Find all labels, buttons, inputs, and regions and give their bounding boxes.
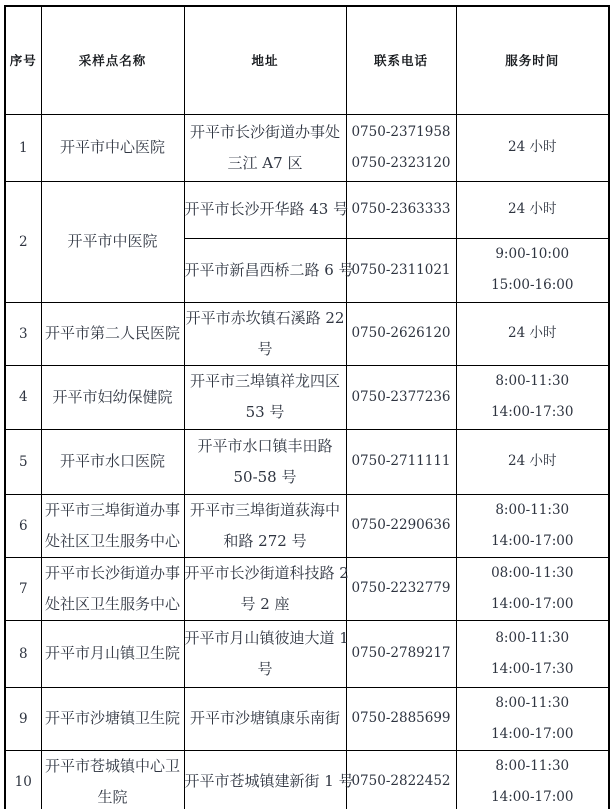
hours-line: 14:00-17:00	[491, 532, 574, 549]
address-line: 号	[257, 339, 273, 358]
address-line: 开平市三埠镇祥龙四区	[189, 372, 340, 390]
hours-line: 08:00-11:30	[491, 564, 574, 581]
cell-hours	[456, 494, 609, 557]
cell-address	[184, 114, 346, 181]
hours-line: 9:00-10:00	[495, 246, 570, 262]
hours-line: 8:00-11:30	[495, 757, 570, 774]
cell-address	[184, 494, 346, 557]
table-row	[5, 302, 609, 365]
cell-phone	[346, 687, 456, 750]
cell-address	[184, 750, 354, 809]
name-line: 开平市月山镇卫生院	[44, 644, 180, 662]
hours-line: 14:00-17:00	[491, 595, 574, 612]
address-line: 开平市长沙开华路 43 号	[184, 200, 349, 218]
table-row	[5, 750, 609, 809]
cell-hours	[456, 114, 609, 181]
cell-index: 6	[5, 494, 41, 557]
cell-name	[41, 114, 184, 181]
hours-line: 8:00-11:30	[495, 501, 570, 518]
address-line: 53 号	[245, 403, 285, 421]
table-row	[5, 181, 609, 238]
phone-line: 0750-2377236	[351, 388, 451, 405]
header-row	[5, 6, 609, 114]
hours-line: 8:00-11:30	[495, 373, 570, 389]
name-line: 开平市苍城镇中心卫	[44, 756, 180, 775]
address-line: 开平市长沙街道办事处	[189, 122, 340, 141]
cell-address	[184, 687, 346, 750]
cell-index: 9	[5, 687, 41, 750]
hours-line: 24 小时	[508, 139, 557, 155]
cell-hours	[456, 365, 609, 429]
hours-line: 24 小时	[508, 453, 557, 469]
hours-line: 15:00-16:00	[491, 277, 574, 293]
cell-address	[184, 181, 349, 238]
cell-hours	[456, 302, 609, 365]
hours-line: 8:00-11:30	[495, 629, 570, 646]
cell-hours	[456, 620, 609, 687]
table-row	[5, 365, 609, 429]
cell-hours	[456, 181, 609, 238]
name-line: 开平市三埠街道办事	[44, 500, 180, 519]
cell-name	[41, 365, 184, 429]
hours-line: 14:00-17:30	[491, 404, 574, 420]
cell-hours	[456, 750, 609, 809]
cell-name	[41, 494, 184, 557]
phone-line: 0750-2323120	[351, 154, 451, 171]
cell-hours	[456, 238, 609, 302]
address-line: 开平市赤坎镇石溪路 22	[185, 308, 345, 327]
cell-phone	[346, 429, 456, 494]
name-line: 开平市中医院	[67, 232, 158, 250]
header-index: 序号	[5, 6, 41, 114]
address-line: 开平市沙塘镇康乐南街	[189, 709, 340, 727]
phone-line: 0750-2822452	[351, 773, 451, 789]
phone-line: 0750-2290636	[351, 517, 451, 533]
phone-line: 0750-2371958	[351, 123, 451, 140]
header-name: 采样点名称	[41, 6, 184, 114]
cell-index: 8	[5, 620, 41, 687]
header-hours: 服务时间	[456, 6, 609, 114]
name-line: 处社区卫生服务中心	[44, 594, 180, 613]
name-line: 开平市长沙街道办事	[44, 563, 180, 582]
cell-address	[184, 557, 349, 620]
cell-phone	[346, 494, 456, 557]
address-line: 和路 272 号	[223, 531, 307, 550]
cell-address	[184, 238, 354, 302]
cell-address	[184, 429, 346, 494]
cell-address	[184, 302, 346, 365]
hours-line: 24 小时	[508, 201, 557, 217]
cell-index: 2	[5, 181, 41, 302]
hours-line: 8:00-11:30	[495, 694, 570, 711]
header-phone: 联系电话	[346, 6, 456, 114]
name-line: 开平市水口医院	[59, 452, 165, 470]
hours-line: 14:00-17:00	[491, 788, 574, 805]
phone-line: 0750-2311021	[351, 261, 451, 278]
name-line: 开平市中心医院	[59, 138, 165, 156]
cell-name	[41, 750, 184, 809]
table-row	[5, 114, 609, 181]
cell-index: 4	[5, 365, 41, 429]
cell-name	[41, 302, 184, 365]
cell-phone	[346, 557, 456, 620]
table-row	[5, 557, 609, 620]
address-line: 开平市水口镇丰田路	[197, 436, 333, 455]
cell-phone	[346, 620, 456, 687]
phone-line: 0750-2363333	[351, 201, 451, 217]
name-line: 开平市妇幼保健院	[52, 387, 173, 406]
address-line: 开平市三埠街道荻海中	[189, 500, 340, 519]
cell-index: 7	[5, 557, 41, 620]
address-line: 开平市月山镇彼迪大道 1	[184, 628, 349, 647]
cell-name	[41, 557, 184, 620]
cell-phone	[346, 114, 456, 181]
cell-phone	[346, 181, 456, 238]
cell-index: 1	[5, 114, 41, 181]
cell-hours	[456, 687, 609, 750]
cell-hours	[456, 429, 609, 494]
hours-line: 14:00-17:00	[491, 725, 574, 742]
name-line: 处社区卫生服务中心	[44, 531, 180, 550]
table-row	[5, 494, 609, 557]
phone-line: 0750-2789217	[351, 645, 451, 661]
cell-name	[41, 181, 184, 302]
name-line: 开平市沙塘镇卫生院	[44, 709, 180, 727]
cell-phone	[346, 302, 456, 365]
cell-address	[184, 620, 349, 687]
cell-name	[41, 687, 184, 750]
sampling-points-table	[4, 5, 610, 809]
address-line: 号	[257, 659, 273, 678]
cell-name	[41, 620, 184, 687]
cell-index: 10	[5, 750, 41, 809]
phone-line: 0750-2232779	[351, 580, 451, 596]
name-line: 生院	[97, 787, 128, 806]
address-line: 50-58 号	[233, 467, 297, 486]
cell-hours	[456, 557, 609, 620]
hours-line: 14:00-17:30	[491, 660, 574, 677]
name-line: 开平市第二人民医院	[44, 324, 180, 342]
table-row	[5, 429, 609, 494]
cell-address	[184, 365, 346, 429]
cell-index: 5	[5, 429, 41, 494]
cell-phone	[346, 365, 456, 429]
cell-phone	[346, 750, 456, 809]
table-row	[5, 687, 609, 750]
address-line: 开平市长沙街道科技路 2	[184, 563, 349, 582]
address-line: 开平市苍城镇建新街 1 号	[184, 772, 354, 790]
cell-index: 3	[5, 302, 41, 365]
cell-phone	[346, 238, 456, 302]
address-line: 开平市新昌西桥二路 6 号	[184, 260, 354, 279]
phone-line: 0750-2626120	[351, 325, 451, 341]
hours-line: 24 小时	[508, 325, 557, 341]
table-row	[5, 620, 609, 687]
phone-line: 0750-2711111	[351, 453, 451, 469]
cell-name	[41, 429, 184, 494]
address-line: 三江 A7 区	[227, 153, 303, 172]
address-line: 号 2 座	[240, 594, 290, 613]
phone-line: 0750-2885699	[351, 710, 451, 726]
header-address: 地址	[184, 6, 346, 114]
